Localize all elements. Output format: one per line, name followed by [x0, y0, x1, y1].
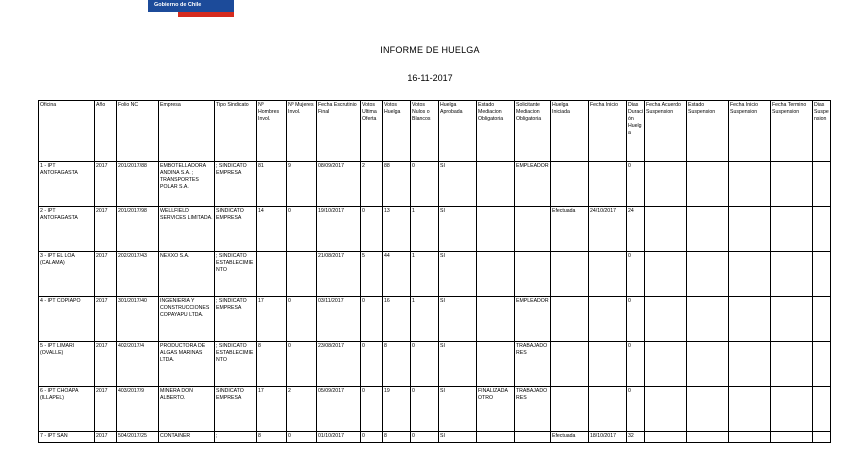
table-cell	[771, 342, 813, 387]
table-cell: 0	[411, 162, 439, 207]
table-cell: 8	[383, 342, 411, 387]
table-cell	[771, 387, 813, 432]
table-cell: 2017	[95, 252, 117, 297]
table-cell: 0	[287, 207, 317, 252]
table-cell: 81	[257, 162, 287, 207]
table-cell: SI	[439, 387, 477, 432]
column-header: Huelga Aprobada	[439, 101, 477, 162]
header-row	[39, 101, 831, 162]
table-cell	[551, 342, 589, 387]
table-cell: 0	[627, 387, 645, 432]
column-header: Fecha Termino Suspension	[771, 101, 813, 162]
table-cell: 0	[411, 342, 439, 387]
table-cell: ; SINDICATO EMPRESA	[215, 162, 257, 207]
table-cell: 17	[257, 297, 287, 342]
table-cell: 24/10/2017	[589, 207, 627, 252]
table-cell	[645, 207, 687, 252]
table-row	[39, 207, 831, 252]
table-row	[39, 342, 831, 387]
table-cell: 9	[287, 162, 317, 207]
table-cell: 0	[361, 342, 383, 387]
column-header: Fecha Inicio Suspension	[729, 101, 771, 162]
table-cell: 0	[361, 432, 383, 443]
table-cell: EMPLEADOR	[515, 162, 551, 207]
column-header: Dias Duración Huelga	[627, 101, 645, 162]
table-cell	[477, 207, 515, 252]
table-cell	[477, 252, 515, 297]
table-cell	[589, 387, 627, 432]
table-cell: INGENIERIA Y CONSTRUCCIONES COPAYAPU LTDA.	[159, 297, 215, 342]
table-cell: 2	[361, 162, 383, 207]
table-cell: ; SINDICATO ESTABLECIMIENTO	[215, 252, 257, 297]
table-cell	[729, 252, 771, 297]
table-cell	[589, 342, 627, 387]
table-cell	[687, 432, 729, 443]
table-cell	[771, 297, 813, 342]
table-cell	[477, 162, 515, 207]
table-cell: Efectuada	[551, 432, 589, 443]
table-cell: 24	[627, 207, 645, 252]
table-cell: 14	[257, 207, 287, 252]
table-cell: 0	[287, 342, 317, 387]
table-row	[39, 387, 831, 432]
column-header: Votos Ultima Oferta	[361, 101, 383, 162]
table-cell	[729, 297, 771, 342]
table-cell	[645, 342, 687, 387]
table-cell	[813, 297, 831, 342]
table-cell: SINDICATO EMPRESA	[215, 387, 257, 432]
column-header: Folio NC	[117, 101, 159, 162]
table-cell	[645, 252, 687, 297]
table-cell	[551, 387, 589, 432]
table-cell: 2017	[95, 162, 117, 207]
table-cell: WELLFIELD SERVICES LIMITADA.	[159, 207, 215, 252]
table-cell	[729, 432, 771, 443]
table-cell: 8	[257, 342, 287, 387]
table-cell: Efectuada	[551, 207, 589, 252]
table-cell: 19/10/2017	[317, 207, 361, 252]
table-cell: 1 - IPT ANTOFAGASTA	[39, 162, 95, 207]
table-cell: 5 - IPT LIMARI (OVALLE)	[39, 342, 95, 387]
table-cell	[813, 342, 831, 387]
table-cell: 1	[411, 297, 439, 342]
table-cell	[645, 387, 687, 432]
table-cell	[813, 207, 831, 252]
column-header: Año	[95, 101, 117, 162]
table-cell: 13	[383, 207, 411, 252]
table-cell: SI	[439, 342, 477, 387]
table-cell: 2 - IPT ANTOFAGASTA	[39, 207, 95, 252]
logo-white-band	[148, 12, 178, 17]
table-cell: 32	[627, 432, 645, 443]
table-cell: 403/2017/9	[117, 387, 159, 432]
table-cell: 0	[287, 432, 317, 443]
table-cell: SI	[439, 432, 477, 443]
table-cell: 0	[411, 432, 439, 443]
table-cell: 202/2017/43	[117, 252, 159, 297]
table-cell: 0	[287, 297, 317, 342]
table-cell	[813, 252, 831, 297]
table-cell: MINERA DON ALBERTO.	[159, 387, 215, 432]
table-cell: 0	[361, 387, 383, 432]
table-cell: 0	[627, 297, 645, 342]
column-header: Fecha Inicio	[589, 101, 627, 162]
table-cell: 2017	[95, 297, 117, 342]
table-cell: EMPLEADOR	[515, 297, 551, 342]
table-cell: 21/08/2017	[317, 252, 361, 297]
table-cell: 201/2017/98	[117, 207, 159, 252]
table-cell	[477, 342, 515, 387]
table-cell: PRODUCTORA DE ALGAS MARINAS LTDA.	[159, 342, 215, 387]
column-header: Fecha Acuerdo Suspension	[645, 101, 687, 162]
table-cell	[813, 387, 831, 432]
column-header: Empresa	[159, 101, 215, 162]
table-cell: 0	[627, 252, 645, 297]
column-header: Oficina	[39, 101, 95, 162]
table-cell: NEXXO S.A.	[159, 252, 215, 297]
table-cell	[477, 432, 515, 443]
table-cell: 0	[361, 207, 383, 252]
table-cell: 17	[257, 387, 287, 432]
table-cell: 05/09/2017	[317, 387, 361, 432]
table-cell: 3 - IPT EL LOA (CALAMA)	[39, 252, 95, 297]
column-header: Nº Hombres Invol.	[257, 101, 287, 162]
table-row	[39, 252, 831, 297]
table-cell: 18/10/2017	[589, 432, 627, 443]
table-cell	[287, 252, 317, 297]
table-header	[39, 101, 831, 162]
column-header: Nº Mujeres Invol.	[287, 101, 317, 162]
table-cell	[771, 252, 813, 297]
table-cell	[645, 162, 687, 207]
column-header: Fecha Escrutinio Final	[317, 101, 361, 162]
report-date: 16-11-2017	[407, 73, 453, 83]
table-cell: 1	[411, 207, 439, 252]
table-cell	[589, 297, 627, 342]
strike-report-table	[38, 100, 831, 443]
table-cell: 16	[383, 297, 411, 342]
table-cell	[551, 162, 589, 207]
table-cell	[645, 297, 687, 342]
table-cell	[771, 432, 813, 443]
table-cell: 01/10/2017	[317, 432, 361, 443]
table-cell: SI	[439, 162, 477, 207]
table-cell	[551, 252, 589, 297]
table-cell: 301/2017/40	[117, 297, 159, 342]
table-cell: 03/11/2017	[317, 297, 361, 342]
gobierno-logo	[148, 0, 234, 17]
table-cell: ;	[215, 432, 257, 443]
table-cell	[551, 297, 589, 342]
logo-text: Gobierno de Chile	[154, 2, 202, 8]
table-cell: ; SINDICATO ESTABLECIMIENTO	[215, 342, 257, 387]
table-row	[39, 432, 831, 443]
table-cell	[687, 387, 729, 432]
table-cell	[813, 432, 831, 443]
table-cell: ; SINDICATO EMPRESA	[215, 297, 257, 342]
table-cell: SI	[439, 252, 477, 297]
table-cell: 4 - IPT COPIAPO	[39, 297, 95, 342]
table-cell: 7 - IPT SAN	[39, 432, 95, 443]
table-cell: 2017	[95, 207, 117, 252]
table-cell: 88	[383, 162, 411, 207]
table-cell: 504/2017/25	[117, 432, 159, 443]
table-cell: 201/2017/88	[117, 162, 159, 207]
table-cell	[589, 162, 627, 207]
table-cell: 08/09/2017	[317, 162, 361, 207]
column-header: Votos Huelga	[383, 101, 411, 162]
table-cell	[515, 432, 551, 443]
table-cell	[687, 162, 729, 207]
table-cell	[687, 297, 729, 342]
table-cell: 6 - IPT CHOAPA (ILLAPEL)	[39, 387, 95, 432]
table-cell: FINALIZADA OTRO	[477, 387, 515, 432]
table-cell: EMBOTELLADORA ANDINA S.A. ; TRANSPORTES POLAR S.A.	[159, 162, 215, 207]
table-cell: TRABAJADORES	[515, 387, 551, 432]
table-cell	[729, 207, 771, 252]
table-cell	[645, 432, 687, 443]
column-header: Estado Mediacion Obligatoria	[477, 101, 515, 162]
table-cell: 5	[361, 252, 383, 297]
table-cell: SI	[439, 297, 477, 342]
table-cell: 0	[627, 342, 645, 387]
table-cell	[477, 297, 515, 342]
table-cell	[515, 207, 551, 252]
table-cell	[687, 252, 729, 297]
column-header: Dias Suspension	[813, 101, 831, 162]
table-cell	[589, 252, 627, 297]
table-cell: CONTAINER	[159, 432, 215, 443]
table-cell: 2017	[95, 432, 117, 443]
table-cell	[687, 342, 729, 387]
column-header: Tipo Sindicato	[215, 101, 257, 162]
table-cell: 8	[257, 432, 287, 443]
table-cell	[771, 207, 813, 252]
table-cell	[729, 162, 771, 207]
column-header: Estado Suspension	[687, 101, 729, 162]
table-cell: 19	[383, 387, 411, 432]
table-cell: 1	[411, 252, 439, 297]
logo-red-band	[178, 12, 234, 17]
table-cell	[515, 252, 551, 297]
table-cell: 8	[383, 432, 411, 443]
table-cell: 44	[383, 252, 411, 297]
table-cell: 0	[411, 387, 439, 432]
table-cell	[687, 207, 729, 252]
table-cell: TRABAJADORES	[515, 342, 551, 387]
column-header: Votos Nulos o Blancos	[411, 101, 439, 162]
table-cell	[771, 162, 813, 207]
column-header: Huelga Iniciada	[551, 101, 589, 162]
table-cell	[729, 387, 771, 432]
table-cell	[257, 252, 287, 297]
table-cell	[729, 342, 771, 387]
table-cell: 402/2017/4	[117, 342, 159, 387]
table-cell: 2	[287, 387, 317, 432]
table-body	[39, 162, 831, 443]
table-cell: 0	[627, 162, 645, 207]
column-header: Solicitante Mediacion Obligatoria	[515, 101, 551, 162]
table-row	[39, 297, 831, 342]
table-cell: SI	[439, 207, 477, 252]
table-cell: 2017	[95, 387, 117, 432]
report-title: INFORME DE HUELGA	[380, 45, 480, 55]
table-cell: SINDICATO EMPRESA	[215, 207, 257, 252]
table-cell: 2017	[95, 342, 117, 387]
table-cell: 23/08/2017	[317, 342, 361, 387]
table-cell: 0	[361, 297, 383, 342]
table-cell	[813, 162, 831, 207]
table-row	[39, 162, 831, 207]
